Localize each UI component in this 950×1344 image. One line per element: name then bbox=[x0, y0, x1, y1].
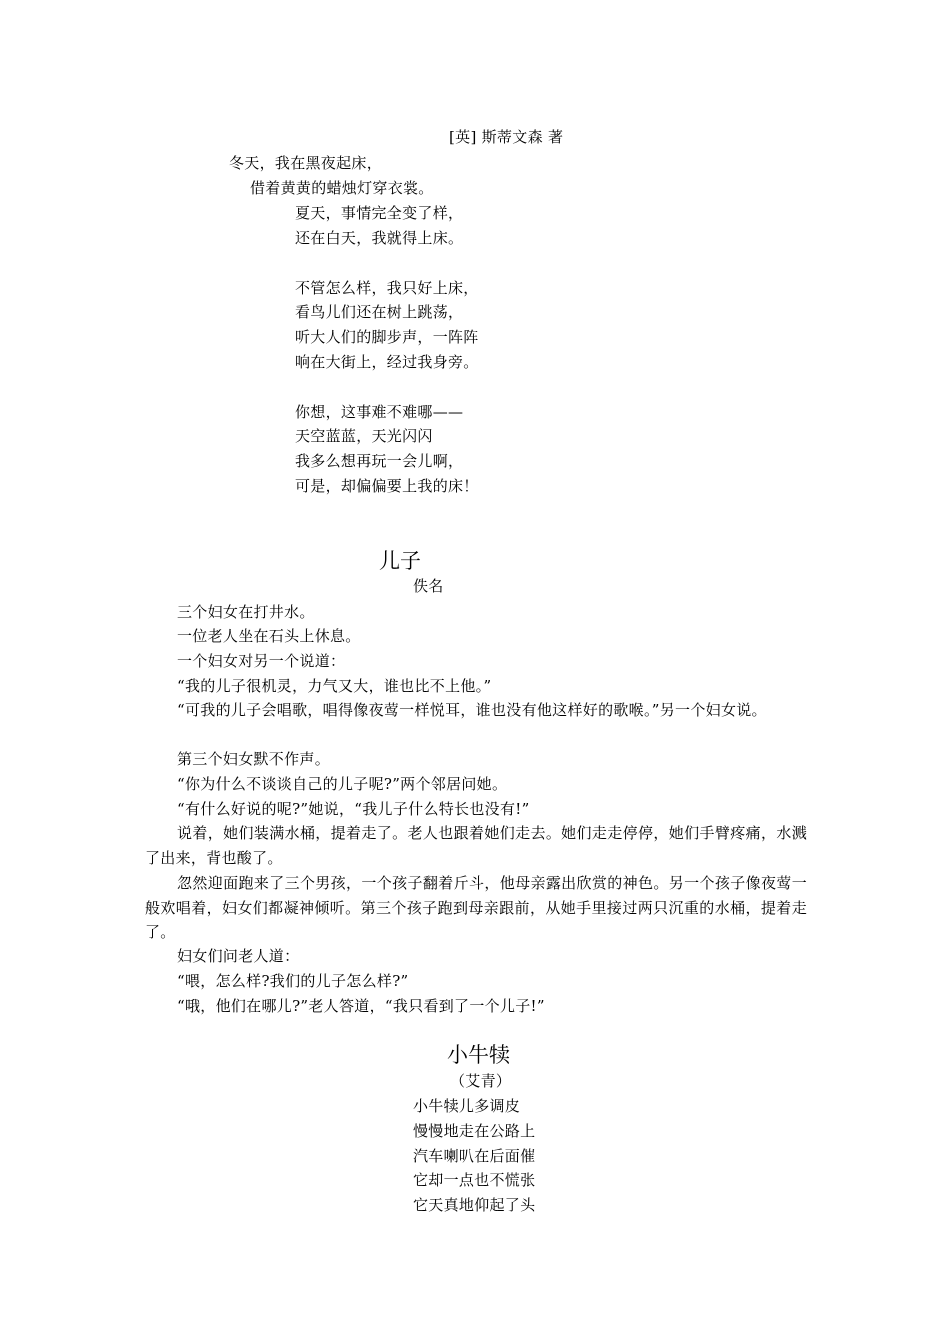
story-paragraph: 三个妇女在打井水。 bbox=[177, 603, 315, 621]
poem-line: 借着黄黄的蜡烛灯穿衣裳。 bbox=[250, 179, 434, 197]
poem-line: 我多么想再玩一会儿啊， bbox=[295, 452, 464, 470]
poem-line: 汽车喇叭在后面催 bbox=[413, 1147, 536, 1165]
story-paragraph: 说着，她们装满水桶，提着走了。老人也跟着她们走去。她们走走停停，她们手臂疼痛，水溅了出来，背也酸了。 bbox=[145, 824, 807, 867]
poem1-author: [英] 斯蒂文森 著 bbox=[449, 128, 564, 146]
story-paragraph: 一位老人坐在石头上休息。 bbox=[177, 627, 361, 645]
story-paragraph: 忽然迎面跑来了三个男孩，一个孩子翻着斤斗，他母亲露出欣赏的神色。另一个孩子像夜莺一般欢唱着，妇女们都凝神倾听。第三个孩子跑到母亲跟前，从她手里接过两只沉重的水桶，提着走了。 bbox=[145, 874, 807, 942]
poem-line: 你想，这事难不难哪—— bbox=[295, 403, 464, 421]
poem-line: 冬天，我在黑夜起床， bbox=[229, 154, 383, 172]
story-author: 佚名 bbox=[413, 577, 444, 595]
poem-line: 天空蓝蓝，天光闪闪 bbox=[295, 427, 433, 445]
poem2-title: 小牛犊 bbox=[447, 1043, 510, 1067]
poem-line: 可是，却偏偏要上我的床！ bbox=[295, 477, 479, 495]
story-paragraph: “哦，他们在哪儿?”老人答道，“我只看到了一个儿子!” bbox=[177, 997, 545, 1015]
poem-line: 小牛犊儿多调皮 bbox=[413, 1097, 521, 1115]
story-paragraph: “有什么好说的呢?”她说，“我儿子什么特长也没有!” bbox=[177, 800, 530, 818]
story-paragraph: “我的儿子很机灵，力气又大，谁也比不上他。” bbox=[177, 677, 492, 695]
story-paragraph: 第三个妇女默不作声。 bbox=[177, 750, 331, 768]
poem2-author: （艾青） bbox=[450, 1072, 512, 1090]
poem-line: 夏天，事情完全变了样， bbox=[295, 204, 464, 222]
poem-line: 听大人们的脚步声，一阵阵 bbox=[295, 328, 479, 346]
story-paragraph: “喂，怎么样?我们的儿子怎么样?” bbox=[177, 972, 409, 990]
poem-line: 看鸟儿们还在树上跳荡， bbox=[295, 303, 464, 321]
story-title: 儿子 bbox=[379, 549, 421, 573]
story-paragraph: “可我的儿子会唱歌，唱得像夜莺一样悦耳，谁也没有他这样好的歌喉。”另一个妇女说。 bbox=[177, 701, 767, 719]
story-paragraph: “你为什么不谈谈自己的儿子呢?”两个邻居问她。 bbox=[177, 775, 508, 793]
poem-line: 慢慢地走在公路上 bbox=[413, 1122, 536, 1140]
poem-line: 不管怎么样，我只好上床， bbox=[295, 279, 479, 297]
story-paragraph: 一个妇女对另一个说道： bbox=[177, 652, 346, 670]
poem-line: 它却一点也不慌张 bbox=[413, 1171, 536, 1189]
poem-line: 还在白天，我就得上床。 bbox=[295, 229, 464, 247]
poem-line: 响在大街上，经过我身旁。 bbox=[295, 353, 479, 371]
story-paragraph: 妇女们问老人道： bbox=[177, 947, 300, 965]
poem-line: 它天真地仰起了头 bbox=[413, 1196, 536, 1214]
